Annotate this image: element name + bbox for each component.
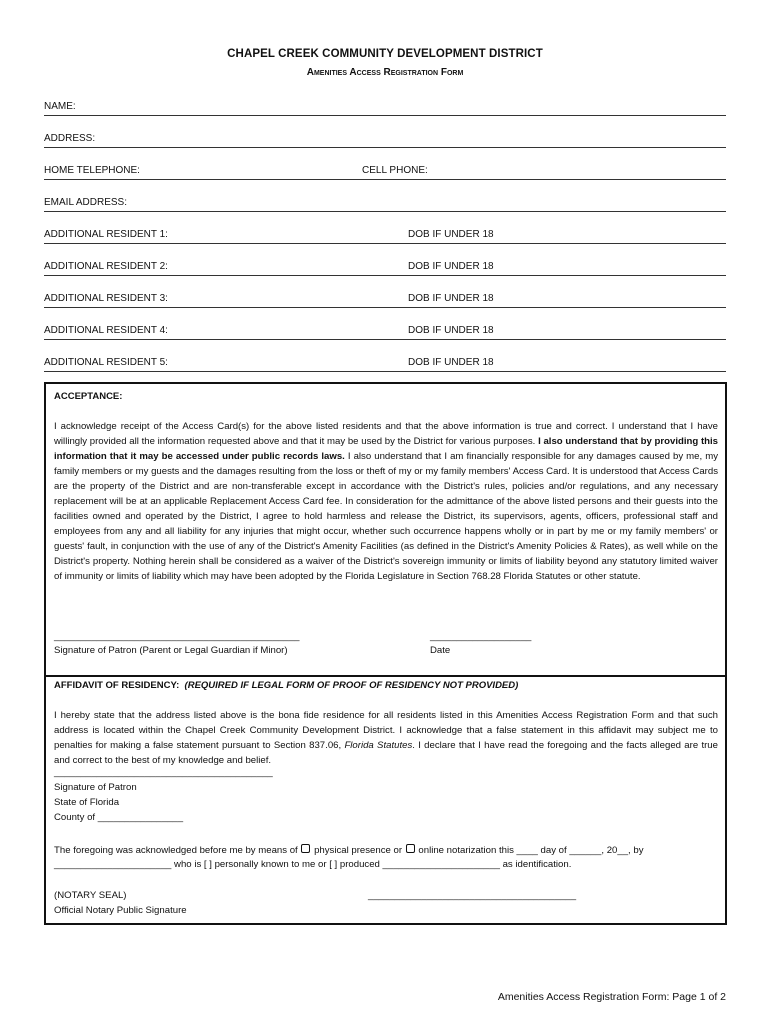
resident-label: ADDITIONAL RESIDENT 2:: [44, 261, 168, 272]
phone-field-row[interactable]: [44, 159, 726, 180]
home-telephone-label: HOME TELEPHONE:: [44, 165, 140, 176]
notary-seal-label: (NOTARY SEAL): [54, 890, 127, 901]
physical-presence-checkbox[interactable]: [301, 844, 310, 853]
dob-label: DOB IF UNDER 18: [408, 261, 494, 272]
email-field[interactable]: [44, 191, 726, 212]
name-label: NAME:: [44, 101, 76, 112]
notary-acknowledgment: The foregoing was acknowledged before me by means of physical presence or online notarization this ____ day of ______, 20__, by: [54, 845, 644, 856]
notary-signature-label: Official Notary Public Signature: [54, 905, 187, 916]
dob-label: DOB IF UNDER 18: [408, 357, 494, 368]
email-address-label: EMAIL ADDRESS:: [44, 197, 127, 208]
notary-signature-line[interactable]: _______________________________________: [368, 890, 577, 901]
acceptance-affidavit-box: [44, 382, 727, 925]
address-field[interactable]: [44, 127, 726, 148]
resident-label: ADDITIONAL RESIDENT 5:: [44, 357, 168, 368]
date-line[interactable]: ___________________: [430, 631, 532, 642]
patron-signature-label: Signature of Patron (Parent or Legal Guardian if Minor): [54, 645, 288, 656]
online-notarization-checkbox[interactable]: [406, 844, 415, 853]
section-divider: [46, 675, 725, 677]
affidavit-text: I hereby state that the address listed above is the bona fide residence for all residents listed in this Amenities Access Registration Form and that such address is located within the Chapel Creek Community Development District. I acknowledge that a false statement in this affidavit may subject me to penalties for making a false statement pursuant to Section 837.06, Florida Statutes. I declare that I have read the foregoing and the facts alleged are true and correct to the best of my knowledge and belief.: [54, 710, 718, 766]
date-label: Date: [430, 645, 451, 656]
resident-row-2[interactable]: [44, 255, 726, 276]
patron-signature-line[interactable]: ______________________________________________: [54, 631, 300, 642]
district-title: CHAPEL CREEK COMMUNITY DEVELOPMENT DISTRICT: [227, 48, 543, 60]
cell-phone-label: CELL PHONE:: [362, 165, 428, 176]
dob-label: DOB IF UNDER 18: [408, 293, 494, 304]
resident-row-3[interactable]: [44, 287, 726, 308]
acceptance-text: I acknowledge receipt of the Access Card(s) for the above listed residents and that the above information is true and correct. I understand that I have willingly provided all the information requested above and that it may be used by the District for various purposes. I also understand that by providing this information that it may be accessed under public records laws. I also understand that I am financially responsible for any damages caused by me, my family members or my guests and the damages resulting from the loss or theft of my or my family members' Access Card. It is understood that Access Cards are the property of the District and are non-transferable except in accordance with the District's rules, policies and/or regulations, and any necessary replacement will be at an applicable Replacement Access Card fee. In consideration for the admittance of the above listed persons and their guests into the facilities owned and operated by the District, I agree to hold harmless and release the District, its supervisors, agents, officers, professional staff and employees from any and all liability for any injuries that might occur, whether such occurrence happens wholly or in part by me or my family members' or guests' fault, in conjunction with the use of any of the District's Amenity Facilities (as defined in the District's Amenity Policies & Rates), as well while on the District's property. Nothing herein shall be considered as a waiver of the District's sovereign immunity or limits of liability beyond any statutory limited waiver of immunity or limits of liability which may have been adopted by the Florida Legislature in Section 768.28 Florida Statutes or other statute.: [54, 421, 719, 582]
state-label: State of Florida: [54, 797, 120, 808]
resident-row-4[interactable]: [44, 319, 726, 340]
resident-label: ADDITIONAL RESIDENT 3:: [44, 293, 168, 304]
dob-label: DOB IF UNDER 18: [408, 325, 494, 336]
resident-row-5[interactable]: [44, 351, 726, 372]
resident-label: ADDITIONAL RESIDENT 4:: [44, 325, 168, 336]
affidavit-signature-label: Signature of Patron: [54, 782, 137, 793]
affidavit-heading: AFFIDAVIT OF RESIDENCY: (REQUIRED IF LEGAL FORM OF PROOF OF RESIDENCY NOT PROVIDED): [54, 680, 519, 691]
page-footer: Amenities Access Registration Form: Page 1 of 2: [497, 991, 726, 1003]
resident-row-1[interactable]: [44, 223, 726, 244]
notary-identification-line[interactable]: ______________________ who is [ ] personally known to me or [ ] produced ______________________ as identification.: [54, 859, 572, 870]
county-field[interactable]: County of ________________: [54, 812, 184, 823]
name-field[interactable]: [44, 95, 726, 116]
form-subtitle: Amenities Access Registration Form: [306, 67, 464, 78]
dob-label: DOB IF UNDER 18: [408, 229, 494, 240]
resident-label: ADDITIONAL RESIDENT 1:: [44, 229, 168, 240]
affidavit-signature-line[interactable]: _________________________________________: [54, 767, 273, 778]
address-label: ADDRESS:: [44, 133, 96, 144]
acceptance-heading: ACCEPTANCE:: [54, 391, 123, 402]
